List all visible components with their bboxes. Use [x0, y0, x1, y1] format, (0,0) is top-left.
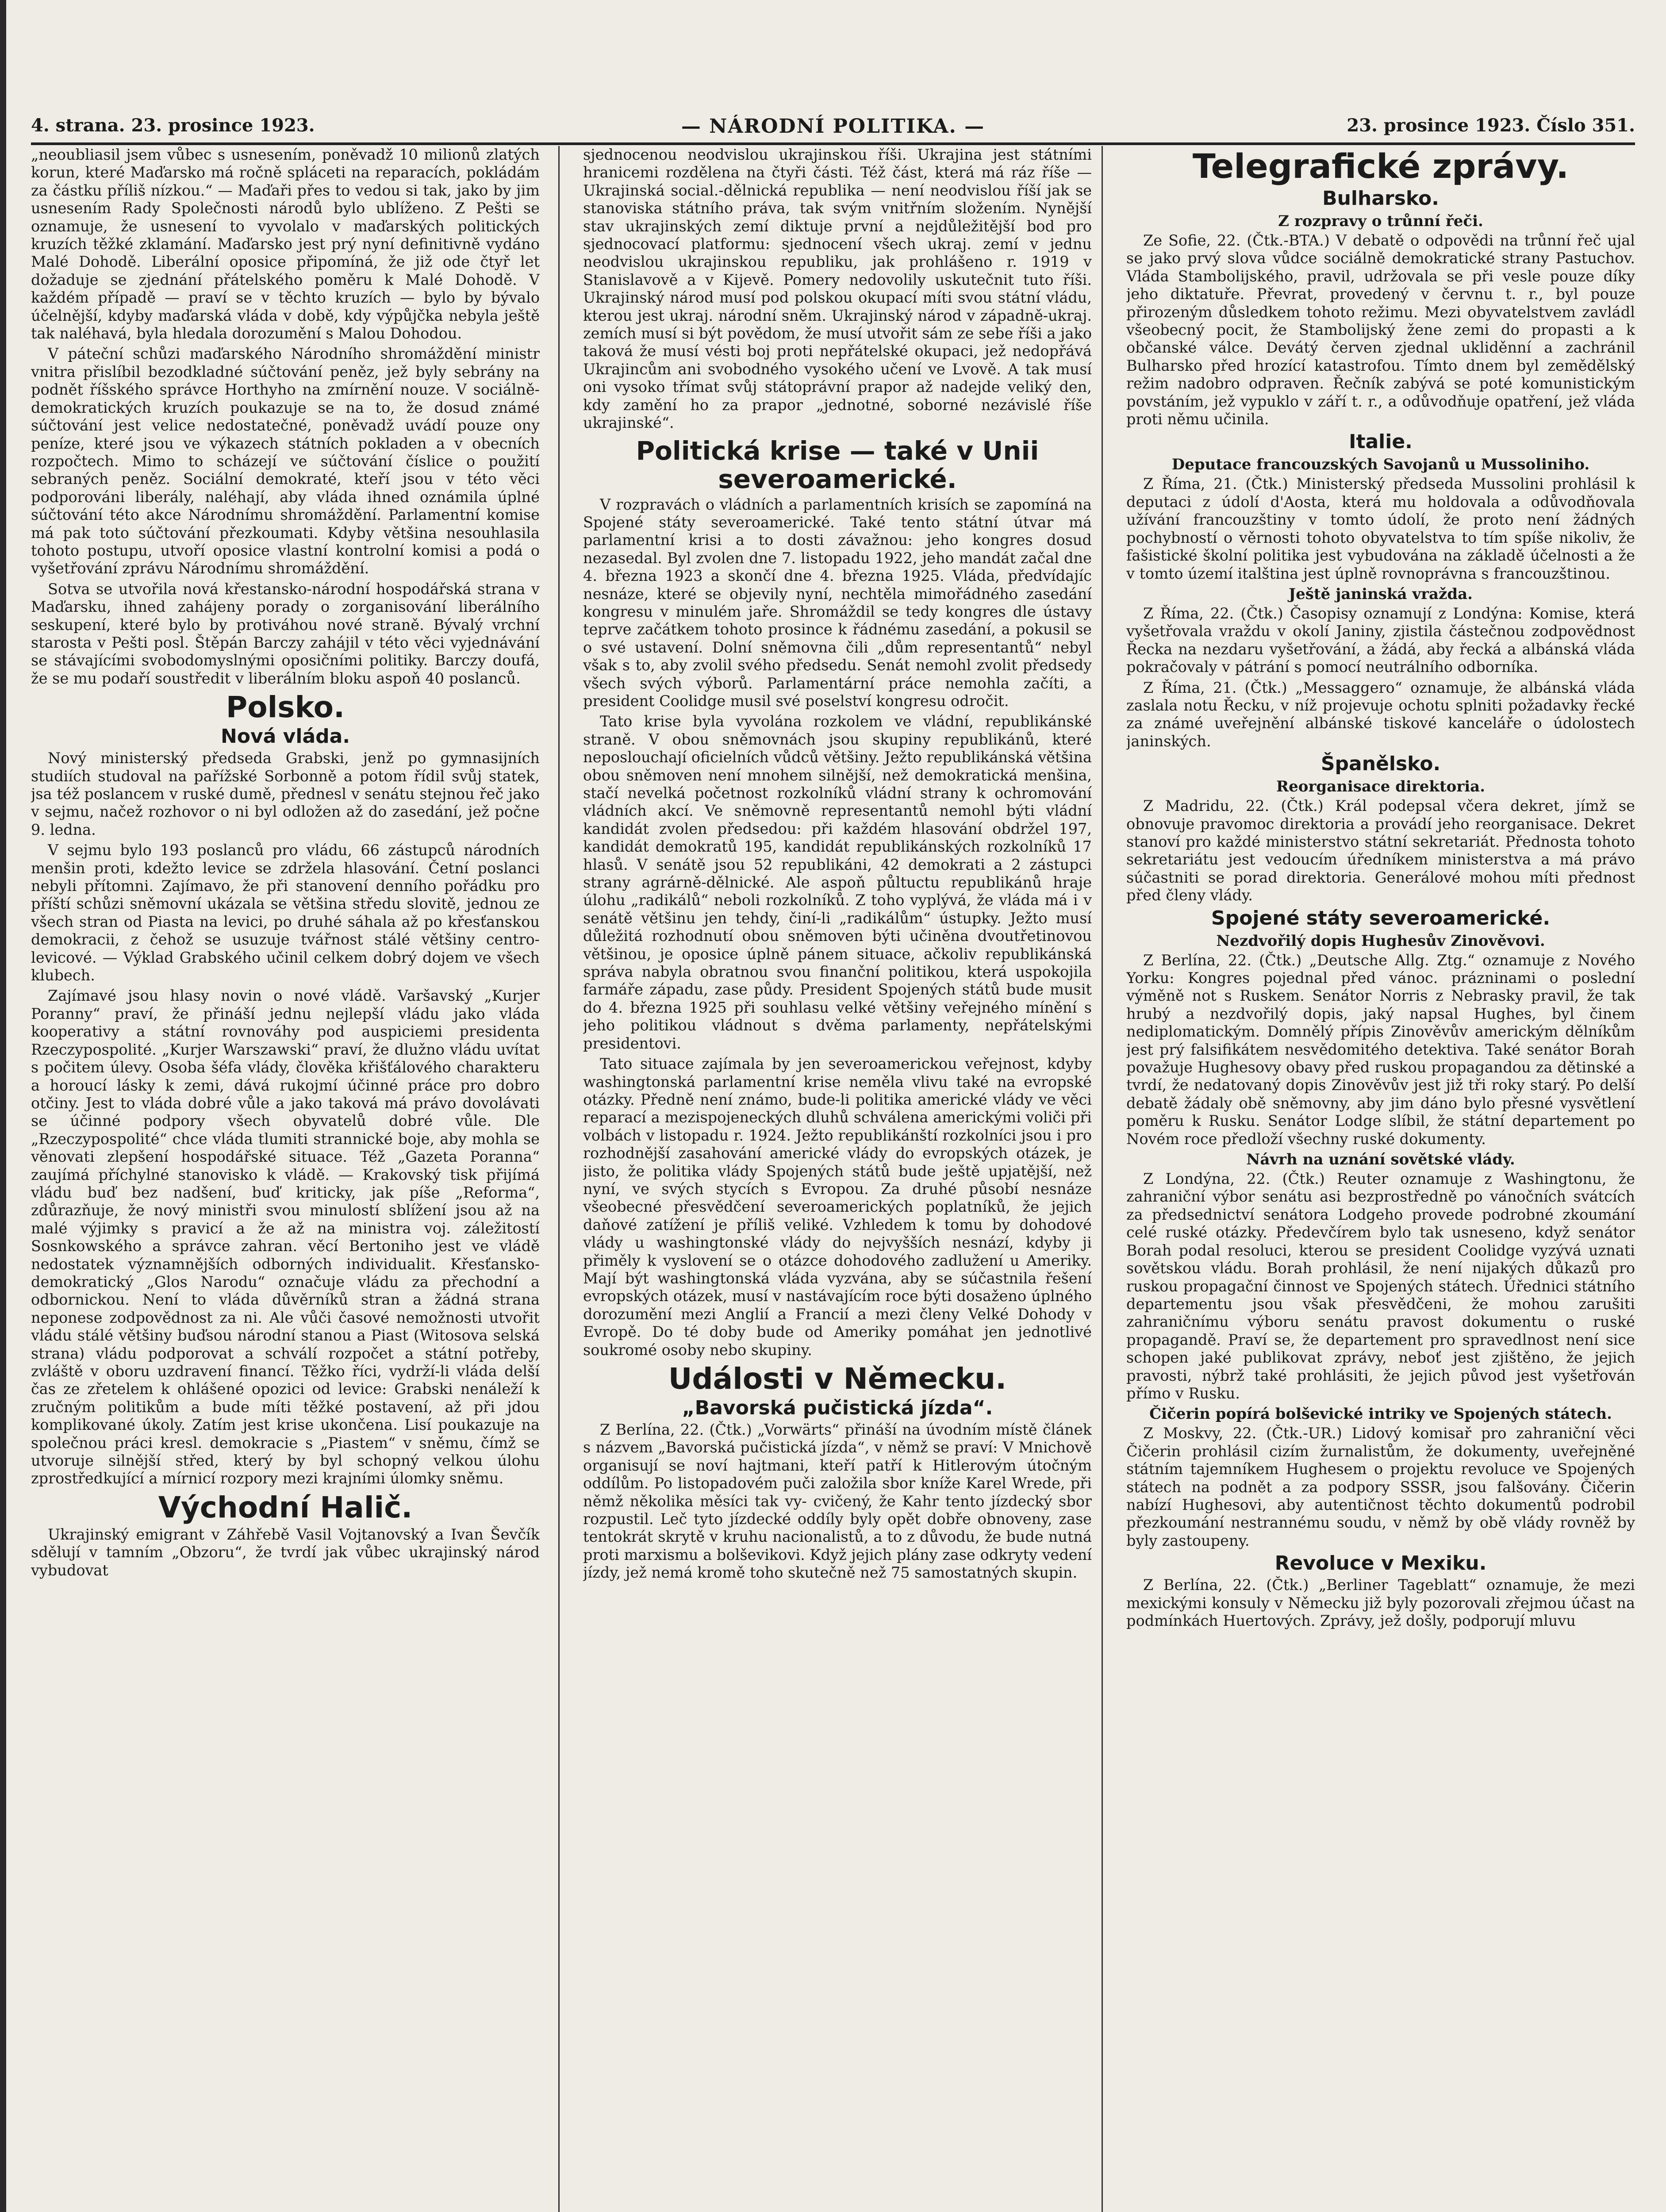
subheading-nezdvorily-dopis: Nezdvořilý dopis Hughesův Zinověvovi. — [1216, 932, 1545, 950]
scan-edge — [0, 0, 6, 2212]
header-issue-number: 23. prosince 1923. Číslo 351. — [1347, 115, 1635, 136]
subheading-cicerin: Čičerin popírá bolševické intriky ve Spojených státech. — [1149, 1405, 1612, 1423]
subheading-nova-vlada: Nová vláda. — [220, 725, 350, 748]
header-masthead: — NÁRODNÍ POLITIKA. — — [681, 115, 985, 138]
heading-udalosti-v-nemecku: Události v Německu. — [668, 1362, 1007, 1396]
heading-politicka-krise: Politická krise — také v Unii severoamerické. — [636, 435, 1039, 494]
article-hungary-paragraph-3: Sotva se utvořila nová křestansko-národní hospodářská strana v Maďarsku, ihned zahájeny porady o zorganisování liberálního seskupení, které bylo by protiváhou nové straně. Bývalý vrchní starosta v Pešti posl. Štěpán Barczy zahájil v této věci vyjednávání se stávajícími svobodomyslnými oposičními politiky. Barczy doufá, že se mu podaří soustředit v liberálním bloku aspoň 40 poslanců. — [31, 580, 540, 687]
article-hughes-paragraph: Z Berlína, 22. (Čtk.) „Deutsche Allg. Ztg.“ oznamuje z Nového Yorku: Kongres pojednal před vánoc. prázninami o poslední výměně not s Ruskem. Senátor Norris z Nebrasky pravil, že tak hrubý a nezdvořilý dopis, jaký napsal Hughes, byl činem nediplomatickým. Domnělý přípis Zinověvův americkým dělníkům jest prý falsifikátem nesvědomitého detektiva. Také senátor Borah považuje Hughesovy obavy před ruskou propagandou za dětinské a tvrdí, že nedatovaný dopis Zinověvův jest již tři roky starý. Po delší debatě žádaly obě sněmovny, aby jim dáno bylo přesné vysvětlení poměru k Rusku. Senátor Lodge slíbil, že státní departement po Novém roce předloží všechny ruské dokumenty. — [1126, 951, 1635, 1148]
column-rule-2 — [1102, 146, 1103, 2212]
article-hungary-paragraph-2: V páteční schůzi maďarského Národního shromáždění ministr vnitra přislíbil bezodkladné súčtování peněz, jež byly sebrány na podnět říšského správce Horthyho na zmírnění nouze. V sociálně-demokratických kruzích poukazuje se na to, že dosud známé súčtování jest velice nedostatečné, poněvadž uvádí pouze ony peníze, které jsou ve výkazech státních pokladen a v obecních rozpočtech. Mimo to scházejí ve súčtování číslice o použití sebraných peněz. Sociální demokraté, kteří jsou v této věci podporováni liberály, naléhají, aby vláda ihned oznámila úplné súčtování této akce Národnímu shromáždění. Parlamentní komise má pak toto súčtování přezkoumati. Kdyby většina nesouhlasila tohoto postupu, utvoří oposice vlastní kontrolní komisi a podá o vyšetřování zprávu Národnímu shromáždění. — [31, 345, 540, 577]
subheading-bavorska-jizda: „Bavorská pučistická jízda“. — [682, 1397, 993, 1419]
article-germany-paragraph-1: Z Berlína, 22. (Čtk.) „Vorwärts“ přináší na úvodním místě článek s názvem „Bavorská pučistická jízda“, v němž se praví: V Mnichově organisují se noví hajtmani, kteří patří k Hitlerovým útočným oddílům. Po listopadovém puči založila sbor kníže Karel Wrede, při němž několika měsíci tak vy- cvičený, že Kahr tento jízdecký sbor rozpustil. Leč tyto jízdecké oddíly byly opět dobře obnoveny, zase tentokrát skrytě v kruhu nacionalistů, a to z důvodu, že bude nutná proti marxismu a bolševikovi. Když jejich plány zase odkryty vedení jízdy, jež nemá kromě toho skutečně než 75 samostatných skupin. — [583, 1421, 1092, 1582]
article-hungary-continued: „neoubliasil jsem vůbec s usnesením, poněvadž 10 milionů zlatých korun, které Maďarsko má ročně spláceti na reparacích, pokládám za částku příliš nízkou.“ — Maďaři přes to vedou si tak, jako by jim usnesením Rady Společnosti národů bylo ublíženo. Z Pešti se oznamuje, že usnesení to vyvolalo v maďarských politických kruzích těžké zklamání. Maďarsko jest prý nyní definitivně vydáno Malé Dohodě. Liberální oposice připomíná, že již ode čtyř let dožaduje se zjednání přátelského poměru k Malé Dohodě. V každém případě — praví se v těchto kruzích — bylo by bývalo účelnější, kdyby maďarská vláda v době, kdy výpůjčka nebyla ještě tak naléhavá, byla hledala dorozumění s Malou Dohodou. — [31, 146, 540, 342]
article-cicerin-paragraph: Z Moskvy, 22. (Čtk.-UR.) Lidový komisař pro zahraniční věci Čičerin prohlásil cizím žurnalistům, že dokumenty, uveřejněné státním tajemníkem Hughesem o projektu revoluce ve Spojených státech na podnět a za podpory SSSR, jsou falšovány. Čičerin nabízí Hughesovi, aby autentičnost těchto dokumentů podrobil přezkoumání nestrannému soudu, v němž by obě vlády rovněž by byly zastoupeny. — [1126, 1425, 1635, 1549]
article-janina-paragraph-1: Z Říma, 22. (Čtk.) Časopisy oznamují z Londýna: Komise, která vyšetřovala vraždu v okolí Janiny, zjistila částečnou zodpovědnost Řecka na nezdaru vyšetřování, a žádá, aby řecká a albánská vláda pokračovaly v pátrání s pomocí neutrálního odborníka. — [1126, 604, 1635, 676]
article-galicia-paragraph-1: Ukrajinský emigrant v Záhřebě Vasil Vojtanovský a Ivan Ševčík sdělují v tamním „Obzoru“, že tvrdí jak vůbec ukrajinský národ vybudovat — [31, 1525, 540, 1579]
heading-revoluce-v-mexiku: Revoluce v Mexiku. — [1274, 1552, 1487, 1575]
article-poland-paragraph-2: V sejmu bylo 193 poslanců pro vládu, 66 zástupců národních menšin proti, kdežto levice se zdržela hlasování. Četní poslanci nebyli přítomni. Zajímavo, že při stanovení denního pořádku pro příští schůzi sněmovní ukázala se většina středu slovitě, jednou ze všech stran od Piasta na levici, po druhé sáhala až po křesťanskou demokracii, z čehož se usuzuje tvářnost stálé většiny centro-levicové. — Výklad Grabského učinil celkem dobrý dojem ve všech klubech. — [31, 841, 540, 984]
subheading-deputace: Deputace francouzských Savojanů u Mussoliniho. — [1171, 456, 1590, 474]
subheading-janinska-vrazda: Ještě janinská vražda. — [1289, 585, 1473, 603]
header-rule — [31, 142, 1635, 145]
heading-bulharsko: Bulharsko. — [1322, 187, 1439, 210]
article-italy-paragraph: Z Říma, 21. (Čtk.) Ministerský předseda Mussolini prohlásil k deputaci z údolí d'Aosta, která mu holdovala a odůvodňovala užívání francouzštiny v tomto údolí, že proto není žádných pochybností o věrnosti tohoto obyvatelstva to tím spíše nikoliv, že fašistické školní politika jest vybudována na základě účelnosti a že v tomto území italština jest úplně rovnoprávna s francouzštinou. — [1126, 475, 1635, 582]
column-1 — [31, 146, 540, 2212]
article-bulgaria-paragraph: Ze Sofie, 22. (Čtk.-BTA.) V debatě o odpovědi na trůnní řeč ujal se jako prvý slova vůdce sociálně demokratické strany Pastuchov. Vláda Stambolijského, pravil, udržovala se při vesle pouze díky jeho diktatuře. Převrat, provedený v červnu t. r., byl pouze přirozeným důsledkem tohoto režimu. Mezi obyvatelstvem zavládl všeobecný pocit, že Stambolijský žene zemi do propasti a k občanské válce. Devátý červen zjednal ukliděnní a zachránil Bulharsko před hrozící katastrofou. Tímto dnem byl zemědělský režim nadobro odpraven. Řečník zabývá se poté komunistickým povstáním, jež vypuklo v září t. r., a odůvodňuje opatření, jež vláda proti němu učinila. — [1126, 232, 1635, 428]
column-2 — [583, 146, 1092, 2212]
heading-telegraficke-zpravy: Telegrafické zprávy. — [1192, 146, 1569, 186]
subheading-trunni-rec: Z rozpravy o trůnní řeči. — [1278, 212, 1483, 230]
article-usa-crisis-paragraph-2: Tato krise byla vyvolána rozkolem ve vládní, republikánské straně. V obou sněmovnách jsou skupiny republikánů, které neposlouchají oficielních vůdců většiny. Ježto republikánská většina obou sněmoven není mnohem silnější, než demokratická menšina, stačí nevelká početnost rozkolníků vládní strany k ochromování vládních akcí. Ve sněmovně representantů nemohl býti vládní kandidát zvolen předsedou: při každém hlasování obdržel 197, kandidát demokratů 195, kandidát republikánských rozkolníků 17 hlasů. V senátě jsou 52 republikáni, 42 demokrati a 2 zástupci strany agrárně-dělnické. Ale aspoň půltuctu republikánů hraje úlohu „radikálů“ neboli rozkolníků. Z toho vyplývá, že vláda má i v senátě většinu jen tehdy, činí-li „radikálům“ ústupky. Ježto musí důležitá rozhodnutí obou sněmoven býti učiněna dvoutřetinovou většinou, je oposice úplně pánem situace, ačkoliv republikánská správa nabyla obratnou svou finanční politikou, která uspokojila farmáře západu, zase půdy. President Spojených států bude musit do 4. března 1925 při souhlasu velké většiny veřejného mínění s jeho politikou vládnout s dvěma parlamenty, nepřátelskými presidentovi. — [583, 713, 1092, 1052]
article-poland-paragraph-3: Zajímavé jsou hlasy novin o nové vládě. Varšavský „Kurjer Poranny“ praví, že přináší jednu nejlepší vládu jako vláda kooperativy a státní rovnováhy pod auspiciemi presidenta Rzeczypospolité. „Kurjer Warszawski“ praví, že dlužno vládu uvítat s počitem úlevy. Osoba šéfa vlády, člověka křišťálového charakteru a horoucí lásky k zemi, dává rukojmí účinné práce pro dobro otčiny. Jest to vláda dobré vůle a jako taková má právo dovolávati se účinné podpory všech obyvatelů dobré vůle. Dle „Rzeczypospolité“ chce vláda tlumiti strannické boje, aby mohla se věnovati zlepšení hospodářské situace. Též „Gazeta Poranna“ zaujímá příchylné stanovisko k vládě. — Krakovský tisk přijímá vládu buď bez nadšení, buď kriticky, jak píše „Reforma“, zdůrazňuje, že nový ministři svou minulostí sblížení jsou až na malé výjimky s pravicí a že až na ministra voj. záležitostí Sosnkowského a správce zahran. věcí Bertoniho jest ve vládě nedostatek významnějších odborných individualit. Křesťansko-demokratický „Glos Narodu“ označuje vládu za přechodní a odbornickou. Není to vláda důvěrníků stran a žádná strana neponese zodpovědnost za ni. Ale vůči časové nemožnosti utvořit vládu stálé většiny buďsou národní stanou a Piast (Witosova selská strana) vládu podporovat a schválí rozpočet a státní potřeby, zvláště v oboru uzdravení financí. Těžko říci, vydrží-li vláda delší čas ze zřetelem k ohlášené opozici od levice: Grabski nenáleží k zručným politikům a bude míti těžké postavení, až při jdou komplikované úkoly. Zatím jest krise ukončena. Lisí poukazuje na společnou práci kresl. demokracie s „Piastem“ v sněmu, čímž se utvoruje silnější střed, který by byl schopný velkou úlohu zprostředkující a mírnicí rozpory mezi krajními úlomky sněmu. — [31, 987, 540, 1487]
article-soviet-recognition-paragraph: Z Londýna, 22. (Čtk.) Reuter oznamuje z Washingtonu, že zahraniční výbor senátu asi bezprostředně po vánočních svátcích za předsednictví senátora Lodgeho provede podrobné zkoumání celé ruské otázky. Předevčírem bylo tak usneseno, když senátor Borah podal resoluci, kterou se president Coolidge vyzývá uznati sovětskou vládu. Borah prohlásil, že není nijakých důkazů pro ruskou propagační činnost ve Spojených státech. Úřednici státního departementu jsou však přesvědčeni, že mohou zarušiti zahraničnímu výboru senátu pravost dokumentu o ruské propagandě. Praví se, že departement pro spravedlnost není sice schopen jaké publikovat zprávy, neboť jest zjištěno, že jejich pravosti, nýbrž také prohlásiti, že jejich původ jest vyšetřován přímo v Rusku. — [1126, 1170, 1635, 1402]
article-poland-paragraph-1: Nový ministerský předseda Grabski, jenž po gymnasijních studiích studoval na pařížské Sorbonně a potom řídil svůj statek, jsa též poslancem v ruské dumě, přednesl v senátu stejnou řeč jako v sejmu, načež rozhovor o ni byl odložen až do zasedání, jež počne 9. ledna. — [31, 749, 540, 838]
article-janina-paragraph-2: Z Říma, 21. (Čtk.) „Messaggero“ oznamuje, že albánská vláda zaslala notu Řecku, v níž projevuje ochotu splniti požadavky řecké za známé uveřejnění albánské tiskové kanceláře o údolostech janinských. — [1126, 679, 1635, 750]
page-header — [31, 115, 1635, 143]
article-galicia-continued: sjednocenou neodvislou ukrajinskou říši. Ukrajina jest státními hranicemi rozdělena na čtyři části. Též část, která má ráz říše — Ukrajinská social.-dělnická republika — není neodvislou říší jak se stanoviska státního práva, tak svým vnitřním složením. Nynější stav ukrajinských zemí diktuje první a nejdůležitější bod pro sjednocovací platformu: sjednocení všech ukraj. zemí v jednu neodvislou ukrajinskou republiku, jak prohlášeno r. 1919 v Stanislavově a v Kijevě. Pomery nedovolily uskutečnit tuto říši. Ukrajinský národ musí pod polskou okupací míti svou státní vládu, kterou jest ukraj. národní sněm. Ukrajinský národ v západně-ukraj. zemích musí si být povědom, že musí utvořit sám ze sebe říši a jako taková že musí vésti boj proti nepřátelské okupaci, jež nedopřává Ukrajincům ani svobodného vysokého učení ve Lvově. A tak musí oni vysoko třímat svůj státoprávní prapor až nadejde veliký den, kdy zamění ho za prapor „jednotné, soborné nezávislé říše ukrajinské“. — [583, 146, 1092, 432]
heading-polsko: Polsko. — [226, 690, 345, 725]
article-mexico-paragraph: Z Berlína, 22. (Čtk.) „Berliner Tageblatt“ oznamuje, že mezi mexickými konsuly v Německu již byly pozorovali zřejmou účast na podmínkách Huertových. Zprávy, jež došly, podporují mluvu — [1126, 1576, 1635, 1629]
header-page-date: 4. strana. 23. prosince 1923. — [31, 115, 315, 136]
article-usa-crisis-paragraph-1: V rozpravách o vládních a parlamentních krisích se zapomíná na Spojené státy severoamerické. Také tento státní útvar má parlamentní krisi a to dosti závažnou: jeho kongres dosud nezasedal. Byl zvolen dne 7. listopadu 1922, jeho mandát začal dne 4. března 1923 a skončí dne 4. března 1925. Vláda, předvídajíc nesnáze, které se objevily nyní, nechtěla mimořádného zasedání kongresu v minulém jaře. Shromáždil se tedy kongres dle ústavy teprve začátkem tohoto prosince k řádnému zasedání, a pokusil se o své ustavení. Dolní sněmovna čili „dům representantů“ nebyl však s to, aby zvolil svého předsedu. Senát nemohl zvolit předsedy všech svých výborů. Parlamentární práce nemohla začíti, a president Coolidge musil své poselství kongresu odročit. — [583, 495, 1092, 710]
article-usa-crisis-paragraph-3: Tato situace zajímala by jen severoamerickou veřejnost, kdyby washingtonská parlamentní krise neměla vlivu také na evropské otázky. Předně není známo, bude-li politika americké vlády ve věci reparací a mezispojeneckých dluhů schválena americkými voliči při volbách v listopadu r. 1924. Ježto republikánští rozkolníci jsou i pro rozhodnější zasahování americké vlády do evropských otázek, je jisto, že politika vlády Spojených států bude ještě upjatější, než nyní, ve svých stycích s Evropou. Za druhé působí nesnáze všeobecné přesvědčení severoamerických poplatníků, že jejich daňové zatížení je příliš veliké. Vzhledem k tomu by dohodové vlády u washingtonské vlády do nejvyšších nesnází, kdyby ji přiměly k vyslovení se o otázce dohodového zadlužení u Ameriky. Mají být washingtonská vláda vyzvána, aby se súčastnila řešení evropských otázek, musí v nastávajícím roce býti dosaženo úplného dorozumění mezi Anglií a Francií a mezi členy Velké Dohody v Evropě. Do té doby bude od Ameriky pomáhat jen jednotlivé soukromé osoby nebo skupiny. — [583, 1055, 1092, 1359]
heading-spanelsko: Španělsko. — [1321, 753, 1441, 776]
subheading-reorganisace: Reorganisace direktoria. — [1276, 778, 1486, 796]
heading-vychodni-halic: Východní Halič. — [158, 1490, 413, 1525]
heading-spojene-staty: Spojené státy severoamerické. — [1211, 906, 1551, 929]
heading-italie: Italie. — [1349, 430, 1413, 453]
column-3 — [1126, 146, 1635, 2212]
column-rule-1 — [558, 146, 560, 2212]
article-spain-paragraph: Z Madridu, 22. (Čtk.) Král podepsal včera dekret, jímž se obnovuje pravomoc direktoria a provádí jeho reorganisace. Dekret stanoví pro každé ministerstvo státní sekretariát. Přednosta tohoto sekretariátu jest vedoucím úředníkem ministerstva a má právo súčastniti se porad direktoria. Generálové mohou míti přednost před členy vlády. — [1126, 797, 1635, 904]
subheading-navrh-uznani: Návrh na uznání sovětské vlády. — [1246, 1151, 1515, 1169]
